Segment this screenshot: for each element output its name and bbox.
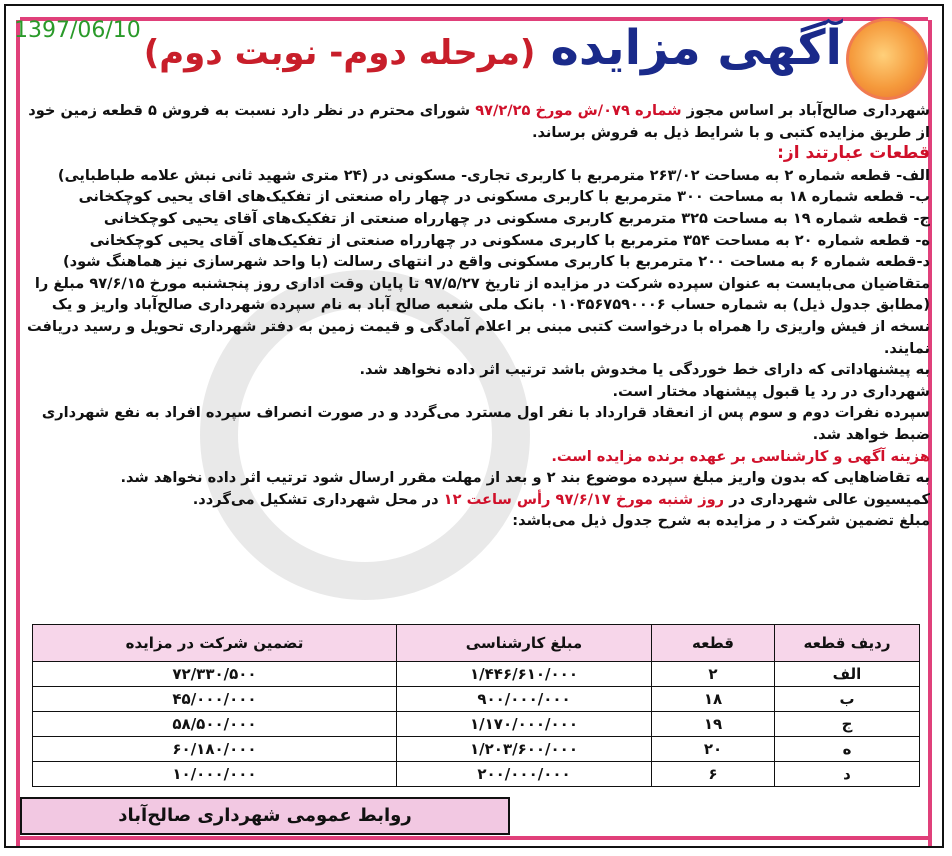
lots-heading: قطعات عبارتند از: (777, 143, 930, 164)
bottom-border-bar (20, 836, 928, 840)
title-sub: (مرحله دوم- نوبت دوم) (143, 33, 536, 73)
condition-item: متقاضیان می‌بایست به عنوان سپرده شرکت در مزایده از تاریخ ۹۷/۵/۲۷ تا پایان وقت اداری روز پنجشنبه مورخ ۹۷/۶/۱۵ مبلغ را (مطابق جدول ذیل) به شماره حساب ۰۱۰۴۵۶۷۵۹۰۰۰۶ بانک ملی شعبه صالح آباد به نام سپرده شهرداری صالح‌آباد واریز و یک نسخه از فیش واریزی را همراه با درخواست کتبی مبنی بر اعلام آمادگی و قیمت زمین به دفتر شهرداری تحویل و رسید دریافت نمایند. (26, 274, 930, 357)
cost-note: هزینه آگهی و کارشناسی بر عهده برنده مزایده است. (551, 447, 930, 465)
sun-emblem-icon (846, 18, 928, 100)
table-intro: مبلغ تضمین شرکت د ر مزایده به شرح جدول ذیل می‌باشد: (512, 512, 930, 530)
footer-signature: روابط عمومی شهرداری صالح‌آباد (20, 797, 510, 835)
commission-note: کمیسیون عالی شهرداری در روز شنبه مورخ ۹۷/۶/۱۷ رأس ساعت ۱۲ در محل شهرداری تشکیل می‌گردد. (192, 490, 930, 508)
header-guarantee: تضمین شرکت در مزایده (33, 625, 397, 662)
condition-item: سپرده نفرات دوم و سوم پس از انعقاد قرارداد با نفر اول مسترد می‌گردد و در صورت انصراف سپرده افراد به نفع شهرداری ضبط خواهد شد. (41, 404, 930, 443)
lot-item: ج- قطعه شماره ۱۹ به مساحت ۳۲۵ مترمربع کاربری مسکونی در چهارراه صنعتی از تفکیک‌های آقای یحیی کوچکخانی (103, 209, 930, 227)
table-row: ج ۱۹ ۱/۱۷۰/۰۰۰/۰۰۰ ۵۸/۵۰۰/۰۰۰ (33, 712, 920, 737)
commission-date: روز شنبه مورخ ۹۷/۶/۱۷ رأس ساعت ۱۲ (443, 490, 725, 508)
header-lot: قطعه (652, 625, 775, 662)
license-number: شماره ۰۷۹/ش مورخ ۹۷/۲/۲۵ (475, 102, 682, 119)
condition-item: شهرداری در رد یا قبول پیشنهاد مختار است. (612, 382, 930, 400)
lot-item: الف- قطعه شماره ۲ به مساحت ۲۶۳/۰۲ مترمربع با کاربری تجاری- مسکونی در (۲۴ متری شهید ثانی نبش علامه طباطبایی) (57, 166, 930, 184)
table-row: ه ۲۰ ۱/۲۰۳/۶۰۰/۰۰۰ ۶۰/۱۸۰/۰۰۰ (33, 737, 920, 762)
condition-item: به پیشنهاداتی که دارای خط خوردگی یا مخدوش باشد ترتیب اثر داده نخواهد شد. (359, 361, 930, 379)
ad-title (143, 20, 842, 84)
header-lot-row: ردیف قطعه (775, 625, 920, 662)
table-row: الف ۲ ۱/۴۴۶/۶۱۰/۰۰۰ ۷۲/۳۳۰/۵۰۰ (33, 662, 920, 687)
lot-item: ب- قطعه شماره ۱۸ به مساحت ۳۰۰ مترمربع با کاربری مسکونی در چهار راه صنعتی از تفکیک‌های اقای یحیی کوچکخانی (78, 188, 930, 206)
title-main: آگهی مزایده (550, 20, 842, 76)
ad-body (20, 100, 930, 532)
intro-paragraph: شهرداری صالح‌آباد بر اساس مجوز شماره ۰۷۹/ش مورخ ۹۷/۲/۲۵ شورای محترم در نظر دارد نسبت به فروش ۵ قطعه زمین خود از طریق مزایده کتبی و با شرایط ذیل به فروش برساند. (28, 102, 930, 141)
late-note: به تقاضاهایی که بدون واریز مبلغ سپرده موضوع بند ۲ و بعد از مهلت مقرر ارسال شود ترتیب اثر داده نخواهد شد. (120, 469, 930, 487)
publish-date: 1397/06/10 (14, 18, 141, 43)
table-header-row (33, 625, 920, 662)
lot-item: ه- قطعه شماره ۲۰ به مساحت ۳۵۴ مترمربع با کاربری مسکونی در چهارراه صنعتی از تفکیک‌های آقای یحیی کوچکخانی (89, 231, 930, 249)
table-row: ب ۱۸ ۹۰۰/۰۰۰/۰۰۰ ۴۵/۰۰۰/۰۰۰ (33, 687, 920, 712)
auction-table (32, 624, 920, 787)
header-appraisal: مبلغ کارشناسی (397, 625, 652, 662)
table-row: د ۶ ۲۰۰/۰۰۰/۰۰۰ ۱۰/۰۰۰/۰۰۰ (33, 762, 920, 787)
lot-item: د-قطعه شماره ۶ به مساحت ۲۰۰ مترمربع با کاربری مسکونی واقع در انتهای رسالت (با واحد شهرسازی نیز هماهنگ شود) (62, 253, 930, 271)
